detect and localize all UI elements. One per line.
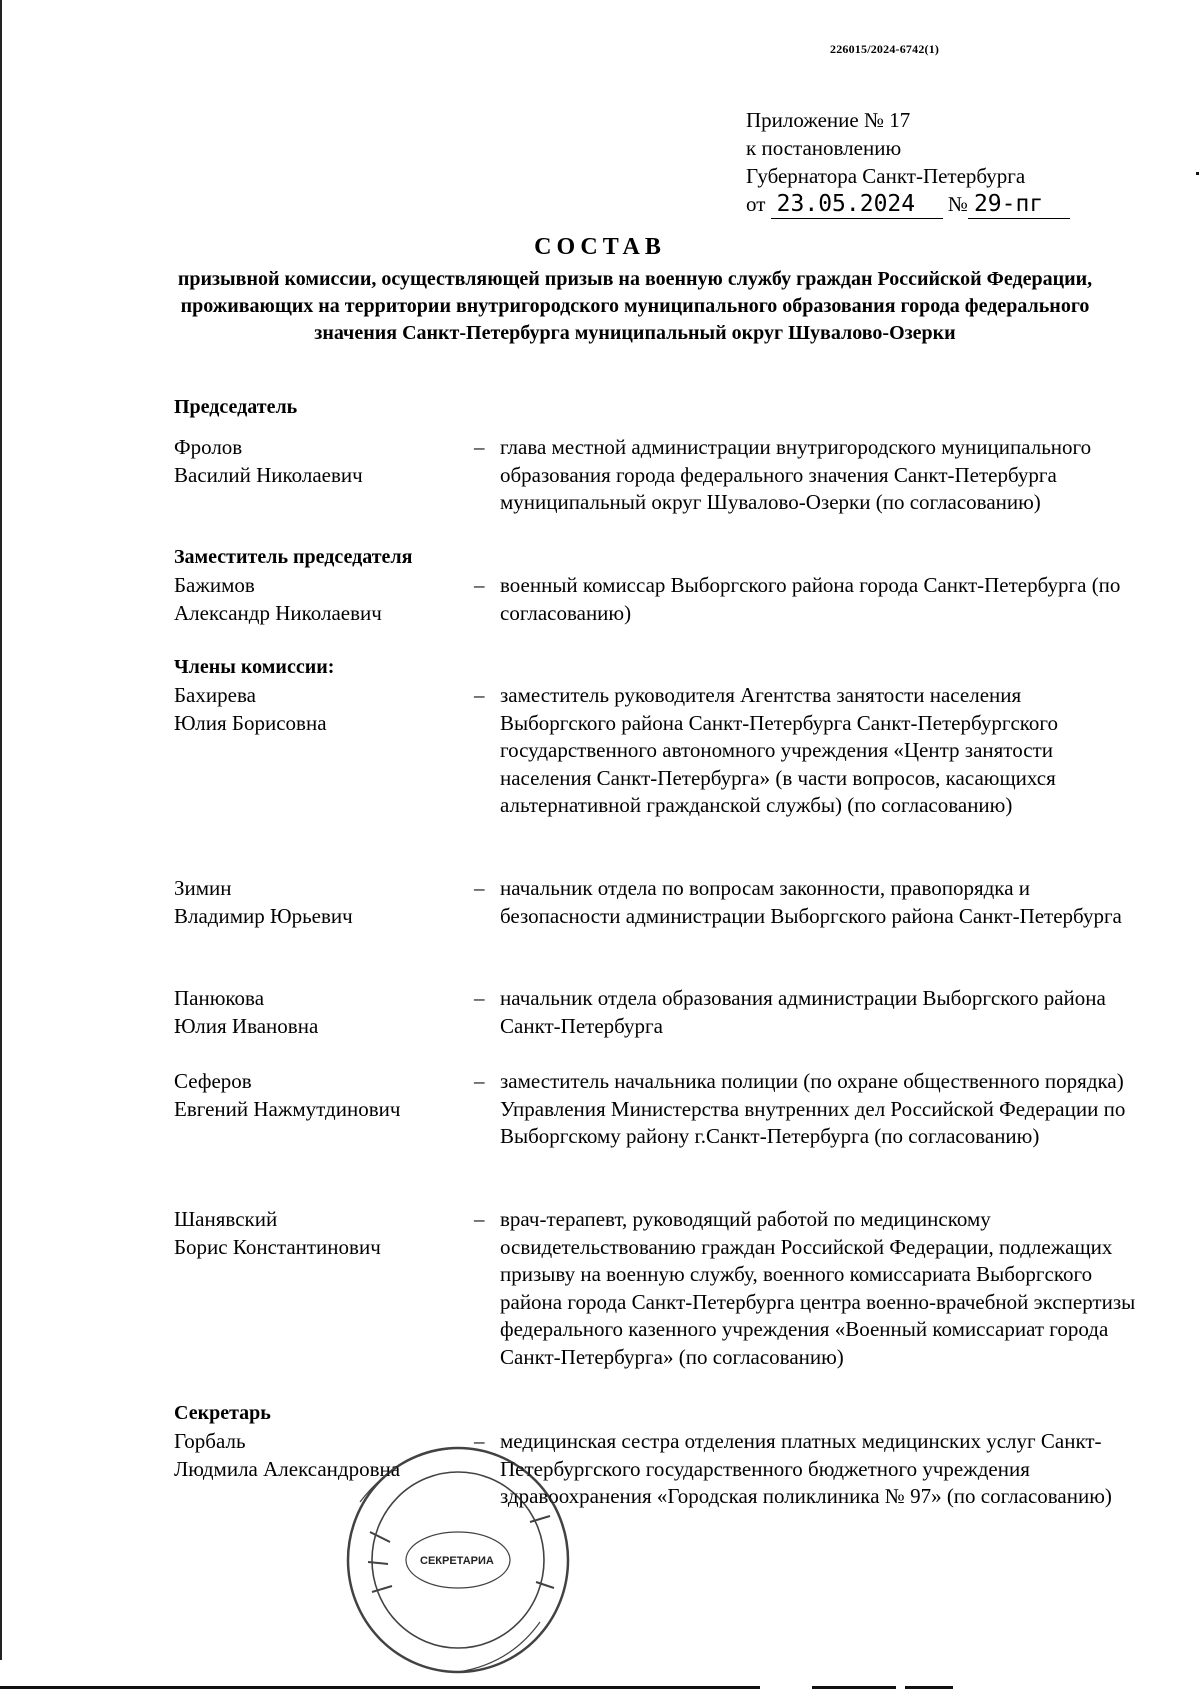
section-members: Члены комиссии: bbox=[174, 656, 335, 678]
member-name bbox=[174, 682, 474, 737]
member-given-name: Борис Константинович bbox=[174, 1234, 381, 1259]
member-surname: Горбаль bbox=[174, 1429, 246, 1453]
member-name bbox=[174, 1068, 474, 1123]
stamp-center-text: СЕКРЕТАРИА bbox=[420, 1555, 494, 1567]
member-surname: Бахирева bbox=[174, 683, 256, 707]
appendix-date-line bbox=[746, 190, 1070, 219]
section-deputy: Заместитель председателя bbox=[174, 546, 413, 568]
member-surname: Фролов bbox=[174, 435, 243, 459]
bottom-edge-line bbox=[905, 1686, 953, 1689]
number-prefix: № bbox=[947, 192, 968, 216]
member-surname: Зимин bbox=[174, 876, 232, 900]
appendix-line-2: к постановлению bbox=[746, 136, 902, 160]
bottom-edge-line bbox=[0, 1686, 760, 1689]
member-surname: Шанявский bbox=[174, 1207, 278, 1231]
document-number: 226015/2024-6742(1) bbox=[830, 42, 940, 56]
member-surname: Панюкова bbox=[174, 986, 265, 1010]
member-position: врач-терапевт, руководящий работой по медицинскому освидетельствованию граждан Российской Федерации, подлежащих призыву на военную службу, военного комиссариата Выборгского района города Санкт-Петербурга центра военно-врачебной экспертизы федерального казенного учреждения «Военный комиссариат города Санкт-Петербурга» (по согласованию) bbox=[500, 1207, 1136, 1369]
member-name bbox=[174, 434, 474, 489]
date-prefix: от bbox=[746, 192, 766, 216]
member-name bbox=[174, 875, 474, 930]
appendix-line-1: Приложение № 17 bbox=[746, 108, 911, 132]
dash: – bbox=[474, 1429, 485, 1453]
member-given-name: Владимир Юрьевич bbox=[174, 903, 353, 928]
scan-mark bbox=[1196, 172, 1199, 175]
member-position: медицинская сестра отделения платных медицинских услуг Санкт-Петербургского государственного бюджетного учреждения здравоохранения «Городская поликлиника № 97» (по согласованию) bbox=[500, 1429, 1112, 1508]
member-position: начальник отдела по вопросам законности, правопорядка и безопасности администрации Выборгского района Санкт-Петербурга bbox=[500, 876, 1122, 928]
section-secretary: Секретарь bbox=[174, 1402, 271, 1424]
resolution-date: 23.05.2024 bbox=[771, 190, 943, 219]
member-surname: Сеферов bbox=[174, 1069, 252, 1093]
member-name bbox=[174, 572, 474, 627]
member-given-name: Александр Николаевич bbox=[174, 600, 382, 625]
document-subtitle: призывной комиссии, осуществляющей призыв на военную службу граждан Российской Федерации, проживающих на территории внутригородского муниципального образования города федерального значения Санкт-Петербурга муниципальный округ Шувалово-Озерки bbox=[177, 268, 1093, 344]
dash: – bbox=[474, 1207, 485, 1231]
dash: – bbox=[474, 1069, 485, 1093]
official-stamp bbox=[340, 1432, 590, 1682]
dash: – bbox=[474, 573, 485, 597]
member-given-name: Василий Николаевич bbox=[174, 462, 363, 487]
member-position: заместитель начальника полиции (по охране общественного порядка) Управления Министерства внутренних дел Российской Федерации по Выборгскому району г.Санкт-Петербурга (по согласованию) bbox=[500, 1069, 1126, 1148]
member-position: заместитель руководителя Агентства занятости населения Выборгского района Санкт-Петербурга Санкт-Петербургского государственного автономного учреждения «Центр занятости населения Санкт-Петербурга» (в части вопросов, касающихся альтернативной гражданской службы) (по согласованию) bbox=[500, 683, 1058, 817]
appendix-block bbox=[746, 106, 1070, 219]
resolution-number: 29-пг bbox=[968, 190, 1070, 219]
member-given-name: Юлия Борисовна bbox=[174, 710, 327, 735]
document-title: СОСТАВ bbox=[534, 234, 666, 260]
member-surname: Бажимов bbox=[174, 573, 255, 597]
member-name bbox=[174, 985, 474, 1040]
dash: – bbox=[474, 435, 485, 459]
appendix-line-3: Губернатора Санкт-Петербурга bbox=[746, 164, 1026, 188]
dash: – bbox=[474, 683, 485, 707]
member-given-name: Юлия Ивановна bbox=[174, 1013, 319, 1038]
section-chairman: Председатель bbox=[174, 396, 298, 418]
bottom-edge-line bbox=[812, 1686, 896, 1689]
member-position: военный комиссар Выборгского района города Санкт-Петербурга (по согласованию) bbox=[500, 573, 1121, 625]
member-position: начальник отдела образования администрации Выборгского района Санкт-Петербурга bbox=[500, 986, 1106, 1038]
member-given-name: Евгений Нажмутдинович bbox=[174, 1096, 401, 1121]
dash: – bbox=[474, 986, 485, 1010]
member-name bbox=[174, 1206, 474, 1261]
member-position: глава местной администрации внутригородского муниципального образования города федерального значения Санкт-Петербурга муниципальный округ Шувалово-Озерки (по согласованию) bbox=[500, 435, 1092, 514]
member-given-name: Людмила Александровна bbox=[174, 1456, 401, 1481]
dash: – bbox=[474, 876, 485, 900]
